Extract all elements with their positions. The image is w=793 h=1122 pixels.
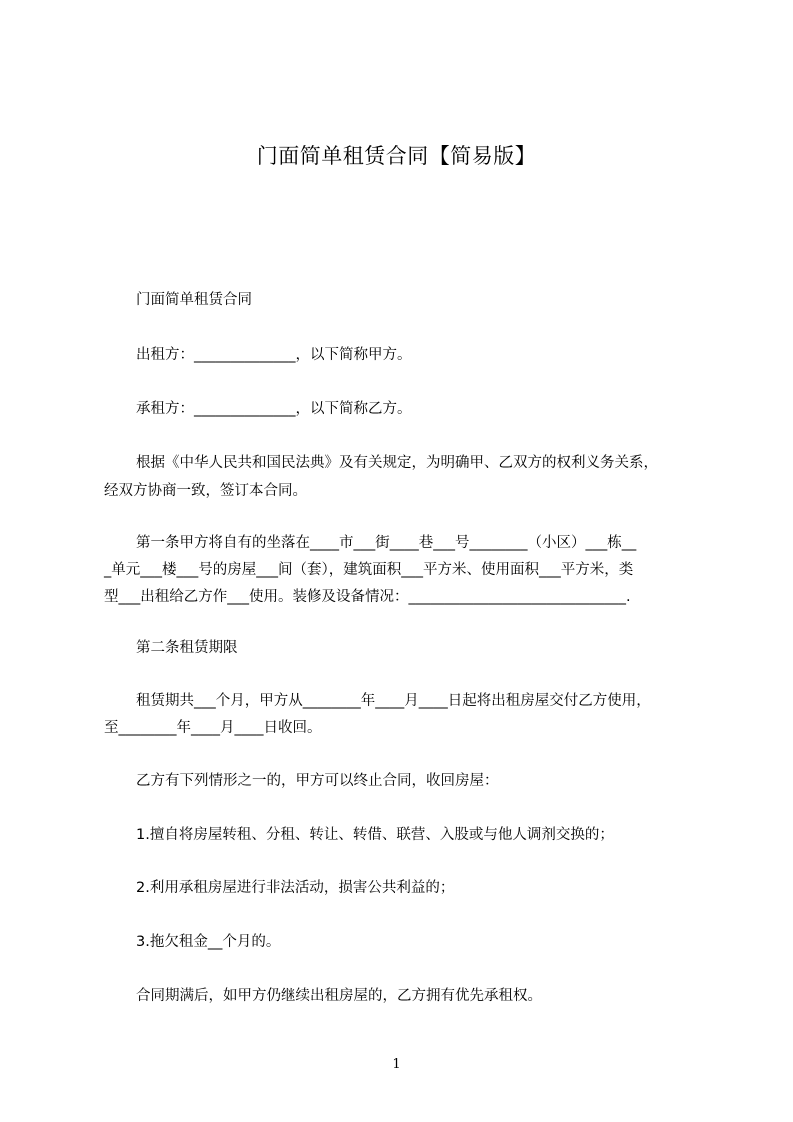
clause-1: 1.擅自将房屋转租、分租、转让、转借、联营、入股或与他人调剂交换的；: [136, 827, 614, 843]
renewal-clause: 合同期满后，如甲方仍继续出租房屋的，乙方拥有优先承租权。: [136, 988, 542, 1004]
article-1-line-2: _单元___楼___号的房屋___间（套），建筑面积___平方米、使用面积___平方米，类: [104, 562, 634, 578]
document-title: 门面简单租赁合同【简易版】: [256, 144, 537, 168]
intro-line-2: 经双方协商一致，签订本合同。: [104, 483, 307, 499]
termination-intro: 乙方有下列情形之一的，甲方可以终止合同，收回房屋：: [136, 773, 499, 789]
term-line-2: 至________年____月____日收回。: [104, 720, 322, 736]
article-1-line-1: 第一条甲方将自有的坐落在____市___街____巷___号________（小区）___栋__: [136, 535, 637, 551]
term-line-1: 租赁期共___个月，甲方从________年____月____日起将出租房屋交付乙方使用，: [136, 693, 651, 709]
page-number: 1: [392, 1057, 401, 1072]
clause-2: 2.利用承租房屋进行非法活动，损害公共利益的；: [136, 880, 455, 896]
intro-line-1: 根据《中华人民共和国民法典》及有关规定，为明确甲、乙双方的权利义务关系，: [136, 455, 658, 471]
lessee-line: 承租方：______________，以下简称乙方。: [136, 401, 412, 417]
article-1-line-3: 型___出租给乙方作___使用。装修及设备情况：______________________________.: [104, 589, 631, 605]
clause-3: 3.拖欠租金__个月的。: [136, 934, 281, 950]
article-2-title: 第二条租赁期限: [136, 640, 238, 656]
contract-subtitle: 门面简单租赁合同: [136, 292, 252, 308]
lessor-line: 出租方：______________，以下简称甲方。: [136, 347, 412, 363]
